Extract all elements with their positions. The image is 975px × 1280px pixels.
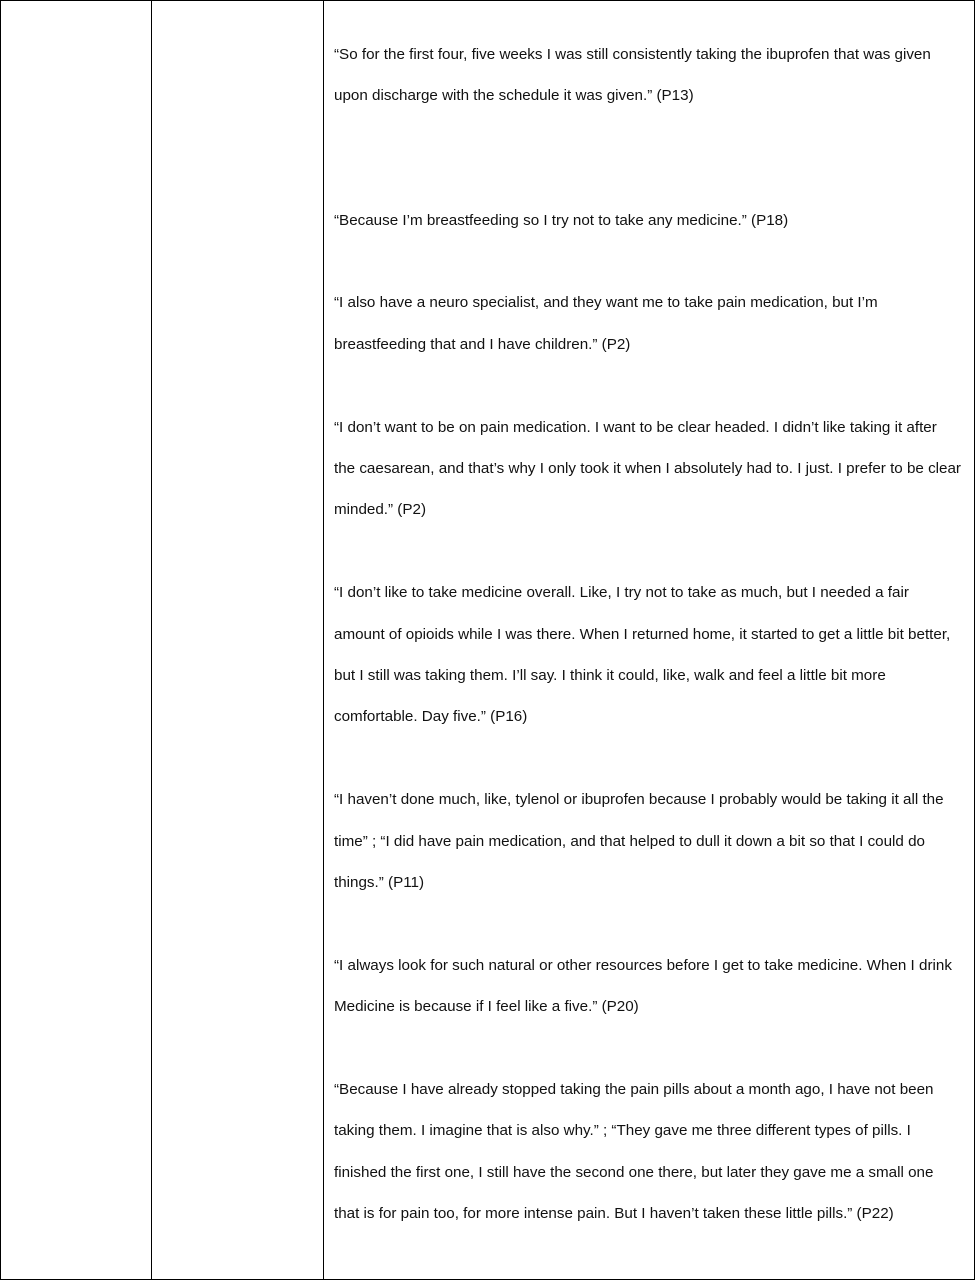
quote-p11: “I haven’t done much, like, tylenol or ibuprofen because I probably would be taking it all the time” ; “I did have pain medication, and that helped to dull it down a bit so that I could do things.” (P11) [334, 791, 944, 892]
quotes-cell [334, 34, 962, 1235]
quote-p16: “I don’t like to take medicine overall. Like, I try not to take as much, but I needed a fair amount of opioids while I was there. When I returned home, it started to get a little bit better, but I still was taking them. I’ll say. I think it could, like, walk and feel a little bit more comfortable. Day five.” (P16) [334, 584, 951, 726]
column-divider-1 [151, 0, 152, 1280]
quote-p2-b: “I don’t want to be on pain medication. I want to be clear headed. I didn’t like taking it after the caesarean, and that’s why I only took it when I absolutely had to. I just. I prefer to be clear minded.” (P2) [334, 418, 961, 519]
quote-p22: “Because I have already stopped taking the pain pills about a month ago, I have not been taking them. I imagine that is also why.” ; “They gave me three different types of pills. I finished the first one, I still have the second one there, but later they gave me a small one that is for pain too, for more intense pain. But I haven’t taken these little pills.” (P22) [334, 1081, 934, 1223]
column-divider-2 [323, 0, 324, 1280]
quote-p18: “Because I’m breastfeeding so I try not to take any medicine.” (P18) [334, 211, 789, 229]
quote-p20: “I always look for such natural or other resources before I get to take medicine. When I drink Medicine is because if I feel like a five.” (P20) [334, 956, 952, 1016]
quote-p13: “So for the first four, five weeks I was still consistently taking the ibuprofen that was given upon discharge with the schedule it was given.” (P13) [334, 46, 931, 105]
quote-p2-a: “I also have a neuro specialist, and they want me to take pain medication, but I’m breastfeeding that and I have children.” (P2) [334, 294, 878, 353]
